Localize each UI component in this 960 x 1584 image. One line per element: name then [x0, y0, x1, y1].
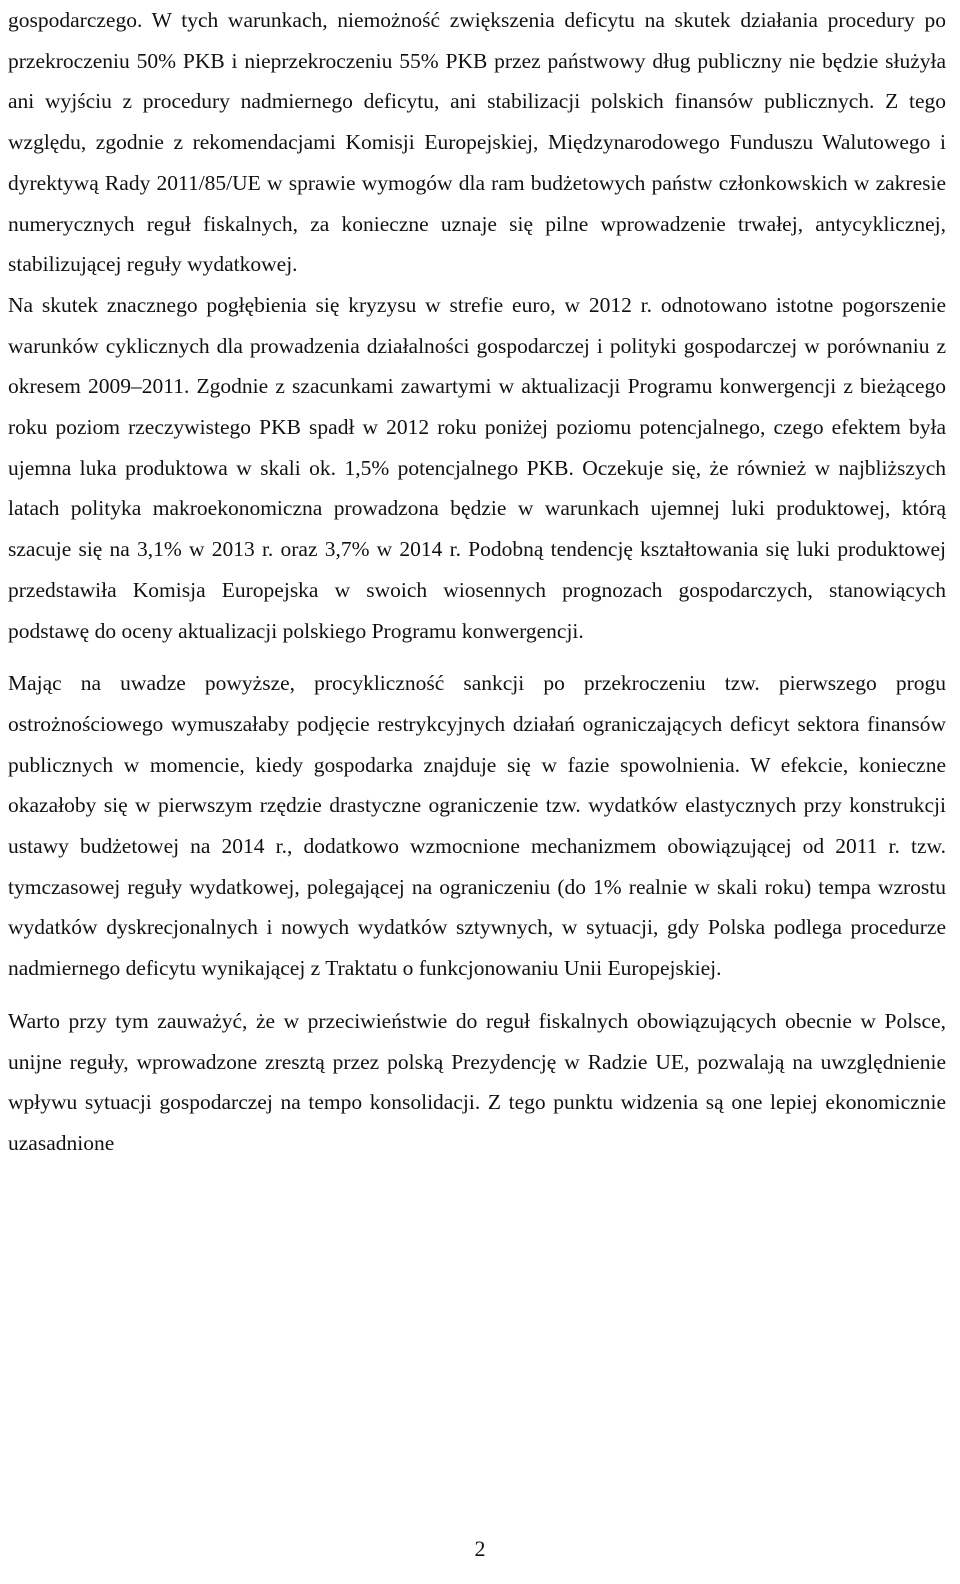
paragraph-eu-rules: Warto przy tym zauważyć, że w przeciwieństwie do reguł fiskalnych obowiązujących obecnie w Polsce, unijne reguły, wprowadzone zresztą przez polską Prezydencję w Radzie UE, pozwalają na uwzględnienie wpływu sytuacji gospodarczej na tempo konsolidacji. Z tego punktu widzenia są one lepiej ekonomicznie uzasadnione: [8, 1008, 946, 1155]
paragraph-fiscal-rule: gospodarczego. W tych warunkach, niemożność zwiększenia deficytu na skutek działania procedury po przekroczeniu 50% PKB i nieprzekroczeniu 55% PKB przez państwowy dług publiczny nie będzie służyła ani wyjściu z procedury nadmiernego deficytu, ani stabilizacji polskich finansów publicznych. Z tego względu, zgodnie z rekomendacjami Komisji Europejskiej, Międzynarodowego Funduszu Walutowego i dyrektywą Rady 2011/85/UE w sprawie wymogów dla ram budżetowych państw członkowskich w zakresie numerycznych reguł fiskalnych, za konieczne uznaje się pilne wprowadzenie trwałej, antycyklicznej, stabilizującej reguły wydatkowej.: [8, 8, 946, 277]
document-page: [8, 0, 946, 1584]
page-number: 2: [474, 1536, 486, 1561]
paragraph-eurozone-crisis: Na skutek znacznego pogłębienia się kryzysu w strefie euro, w 2012 r. odnotowano istotne pogorszenie warunków cyklicznych dla prowadzenia działalności gospodarczej i polityki gospodarczej w porównaniu z okresem 2009–2011. Zgodnie z szacunkami zawartymi w aktualizacji Programu konwergencji z bieżącego roku poziom rzeczywistego PKB spadł w 2012 roku poniżej poziomu potencjalnego, czego efektem była ujemna luka produktowa w skali ok. 1,5% potencjalnego PKB. Oczekuje się, że również w najbliższych latach polityka makroekonomiczna prowadzona będzie w warunkach ujemnej luki produktowej, którą szacuje się na 3,1% w 2013 r. oraz 3,7% w 2014 r. Podobną tendencję kształtowania się luki produktowej przedstawiła Komisja Europejska w swoich wiosennych prognozach gospodarczych, stanowiących podstawę do oceny aktualizacji polskiego Programu konwergencji.: [8, 292, 946, 643]
paragraph-procyclicality: Mając na uwadze powyższe, procykliczność sankcji po przekroczeniu tzw. pierwszego progu ostrożnościowego wymuszałaby podjęcie restrykcyjnych działań ograniczających deficyt sektora finansów publicznych w momencie, kiedy gospodarka znajduje się w fazie spowolnienia. W efekcie, konieczne okazałoby się w pierwszym rzędzie drastyczne ograniczenie tzw. wydatków elastycznych przy konstrukcji ustawy budżetowej na 2014 r., dodatkowo wzmocnione mechanizmem obowiązującej od 2011 r. tzw. tymczasowej reguły wydatkowej, polegającej na ograniczeniu (do 1% realnie w skali roku) tempa wzrostu wydatków dyskrecjonalnych i nowych wydatków sztywnych, w sytuacji, gdy Polska podlega procedurze nadmiernego deficytu wynikającej z Traktatu o funkcjonowaniu Unii Europejskiej.: [8, 671, 946, 981]
